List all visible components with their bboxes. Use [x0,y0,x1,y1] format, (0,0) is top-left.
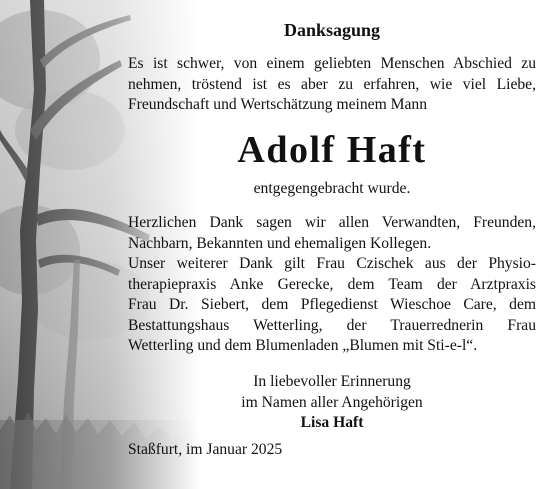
intro-line: Freundschaft und Wertschätzung meinem Mann [128,96,427,113]
thanks-line: Wetterling und dem Blumenladen „Blumen mit Sti-e-l“. [128,337,478,354]
thanks-line: Nachbarn, Bekannten und ehemaligen Kollegen. [128,234,432,252]
place-date: Staßfurt, im Januar 2025 [128,441,283,458]
thanks-line: Herzlichen Dank sagen wir allen Verwandten, Freunden, [128,214,536,231]
intro-line: Es ist schwer, von einem geliebten Menschen Abschied zu [128,55,536,72]
intro-line: nehmen, tröstend ist es aber zu erfahren, wie viel Liebe, [128,75,536,93]
notice-heading: Danksagung [283,20,381,40]
after-name-text: entgegengebracht wurde. [253,180,411,197]
thanks-line: therapiepraxis Anke Gerecke, dem Team der Arztpraxis [128,275,536,293]
thanks-paragraph [128,213,536,357]
thanks-line: Bestattungshaus Wetterling, der Trauerrednerin Frau [128,316,536,334]
closing-block [128,372,536,434]
intro-paragraph [128,54,536,116]
signature: Lisa Haft [300,414,364,431]
deceased-name: Adolf Haft [237,129,427,171]
closing-line: In liebevoller Erinnerung [253,373,411,390]
closing-line: im Namen aller Angehörigen [241,393,423,411]
thanks-line: Unser weiterer Dank gilt Frau Czischek aus der Physio- [128,255,536,272]
thanks-line: Frau Dr. Siebert, dem Pflegedienst Wieschoe Care, dem [128,296,536,313]
